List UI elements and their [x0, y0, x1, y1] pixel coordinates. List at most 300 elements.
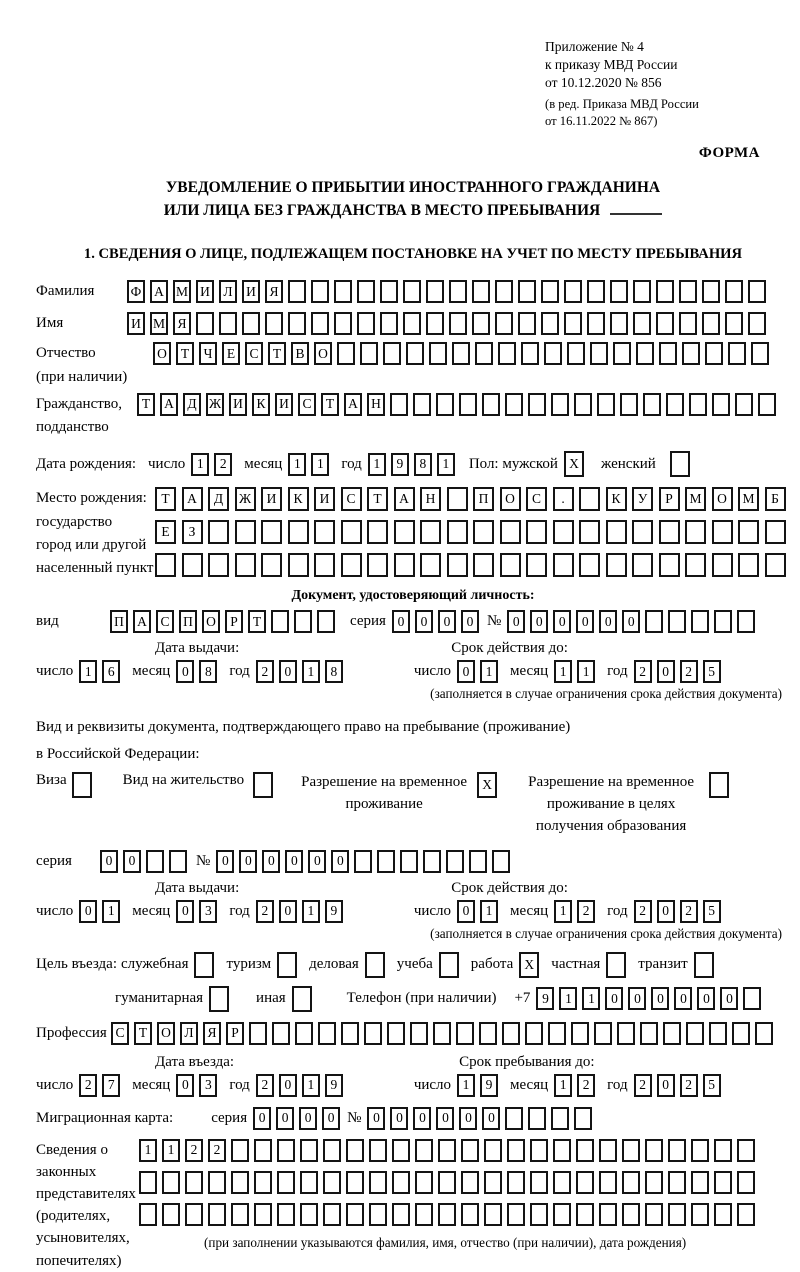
- form-cell[interactable]: [507, 1171, 525, 1194]
- profession-input[interactable]: [111, 1022, 778, 1045]
- form-cell[interactable]: [447, 520, 468, 544]
- stay-year-input[interactable]: [634, 1074, 726, 1097]
- form-cell[interactable]: [473, 520, 494, 544]
- form-cell[interactable]: И: [242, 280, 260, 303]
- form-cell[interactable]: [219, 312, 237, 335]
- form-cell[interactable]: [576, 1171, 594, 1194]
- form-cell[interactable]: [530, 1203, 548, 1226]
- form-cell[interactable]: [659, 553, 680, 577]
- form-cell[interactable]: [288, 312, 306, 335]
- form-cell[interactable]: [231, 1171, 249, 1194]
- sex-male-checkbox[interactable]: [564, 451, 589, 477]
- doc-series-input[interactable]: [392, 610, 484, 633]
- form-cell[interactable]: 1: [577, 660, 595, 683]
- form-cell[interactable]: [659, 520, 680, 544]
- form-cell[interactable]: [346, 1171, 364, 1194]
- form-cell[interactable]: [235, 553, 256, 577]
- form-cell[interactable]: [502, 1022, 520, 1045]
- birth-month-input[interactable]: [288, 453, 334, 476]
- form-cell[interactable]: [383, 342, 401, 365]
- form-cell[interactable]: Л: [219, 280, 237, 303]
- form-cell[interactable]: [387, 1022, 405, 1045]
- form-cell[interactable]: [702, 280, 720, 303]
- form-cell[interactable]: [341, 520, 362, 544]
- form-cell[interactable]: К: [606, 487, 627, 511]
- form-cell[interactable]: 0: [657, 660, 675, 683]
- purpose-tourism-checkbox[interactable]: [277, 952, 302, 978]
- form-cell[interactable]: Н: [420, 487, 441, 511]
- form-cell[interactable]: [438, 1139, 456, 1162]
- form-cell[interactable]: О: [153, 342, 171, 365]
- form-cell[interactable]: [449, 280, 467, 303]
- form-cell[interactable]: [208, 553, 229, 577]
- form-cell[interactable]: 0: [457, 660, 475, 683]
- form-cell[interactable]: [521, 342, 539, 365]
- form-cell[interactable]: [689, 393, 707, 416]
- form-cell[interactable]: 0: [279, 1074, 297, 1097]
- purpose-official-checkbox[interactable]: [194, 952, 219, 978]
- form-cell[interactable]: [456, 1022, 474, 1045]
- birth-day-input[interactable]: [191, 453, 237, 476]
- form-cell[interactable]: [334, 312, 352, 335]
- form-cell[interactable]: 0: [322, 1107, 340, 1130]
- form-cell[interactable]: [139, 1171, 157, 1194]
- form-cell[interactable]: [553, 553, 574, 577]
- form-cell[interactable]: [737, 1203, 755, 1226]
- form-cell[interactable]: 0: [299, 1107, 317, 1130]
- form-cell[interactable]: [72, 772, 92, 798]
- form-cell[interactable]: [551, 393, 569, 416]
- migration-series-input[interactable]: [253, 1107, 345, 1130]
- form-cell[interactable]: [311, 280, 329, 303]
- form-cell[interactable]: Т: [248, 610, 266, 633]
- form-cell[interactable]: О: [202, 610, 220, 633]
- form-cell[interactable]: С: [245, 342, 263, 365]
- form-cell[interactable]: [553, 1171, 571, 1194]
- form-cell[interactable]: М: [738, 487, 759, 511]
- form-cell[interactable]: 1: [559, 987, 577, 1010]
- form-cell[interactable]: [528, 1107, 546, 1130]
- valid-month-input[interactable]: [554, 660, 600, 683]
- form-cell[interactable]: [357, 280, 375, 303]
- form-cell[interactable]: А: [160, 393, 178, 416]
- form-cell[interactable]: [691, 1203, 709, 1226]
- form-cell[interactable]: [415, 1203, 433, 1226]
- form-cell[interactable]: [541, 312, 559, 335]
- form-cell[interactable]: 1: [288, 453, 306, 476]
- form-cell[interactable]: [323, 1203, 341, 1226]
- form-cell[interactable]: [765, 520, 786, 544]
- form-cell[interactable]: 0: [415, 610, 433, 633]
- form-cell[interactable]: М: [173, 280, 191, 303]
- form-cell[interactable]: [686, 1022, 704, 1045]
- temp-residence-edu-checkbox[interactable]: [709, 772, 734, 798]
- form-cell[interactable]: А: [133, 610, 151, 633]
- form-cell[interactable]: [271, 610, 289, 633]
- form-cell[interactable]: [645, 610, 663, 633]
- form-cell[interactable]: И: [229, 393, 247, 416]
- form-cell[interactable]: [369, 1171, 387, 1194]
- form-cell[interactable]: [526, 520, 547, 544]
- form-cell[interactable]: 9: [325, 1074, 343, 1097]
- form-cell[interactable]: [392, 1139, 410, 1162]
- form-cell[interactable]: 9: [391, 453, 409, 476]
- form-cell[interactable]: [182, 553, 203, 577]
- form-cell[interactable]: [633, 280, 651, 303]
- form-cell[interactable]: 0: [459, 1107, 477, 1130]
- form-cell[interactable]: 0: [276, 1107, 294, 1130]
- form-cell[interactable]: [337, 342, 355, 365]
- form-cell[interactable]: [587, 312, 605, 335]
- form-cell[interactable]: [691, 610, 709, 633]
- form-cell[interactable]: [748, 312, 766, 335]
- form-cell[interactable]: [579, 553, 600, 577]
- birthplace-line1-input[interactable]: [155, 487, 791, 511]
- form-cell[interactable]: [622, 1203, 640, 1226]
- form-cell[interactable]: [272, 1022, 290, 1045]
- form-cell[interactable]: [737, 1171, 755, 1194]
- form-cell[interactable]: [360, 342, 378, 365]
- entry-day-input[interactable]: [79, 1074, 125, 1097]
- form-cell[interactable]: [294, 610, 312, 633]
- form-cell[interactable]: 0: [622, 610, 640, 633]
- form-cell[interactable]: 0: [308, 850, 326, 873]
- form-cell[interactable]: Т: [268, 342, 286, 365]
- form-cell[interactable]: [691, 1139, 709, 1162]
- purpose-private-checkbox[interactable]: [606, 952, 631, 978]
- form-cell[interactable]: С: [156, 610, 174, 633]
- form-cell[interactable]: [196, 312, 214, 335]
- form-cell[interactable]: [632, 553, 653, 577]
- birthplace-line3-input[interactable]: [155, 553, 791, 577]
- form-cell[interactable]: [254, 1203, 272, 1226]
- form-cell[interactable]: [311, 312, 329, 335]
- form-cell[interactable]: [346, 1203, 364, 1226]
- form-cell[interactable]: [732, 1022, 750, 1045]
- form-cell[interactable]: Е: [155, 520, 176, 544]
- form-cell[interactable]: А: [182, 487, 203, 511]
- form-cell[interactable]: [685, 553, 706, 577]
- form-cell[interactable]: [682, 342, 700, 365]
- form-cell[interactable]: [587, 280, 605, 303]
- form-cell[interactable]: Т: [137, 393, 155, 416]
- form-cell[interactable]: 0: [599, 610, 617, 633]
- doc-number-input[interactable]: [507, 610, 760, 633]
- form-cell[interactable]: А: [150, 280, 168, 303]
- form-cell[interactable]: [576, 1139, 594, 1162]
- form-cell[interactable]: [300, 1139, 318, 1162]
- form-cell[interactable]: 0: [390, 1107, 408, 1130]
- form-cell[interactable]: [439, 952, 459, 978]
- form-cell[interactable]: 5: [703, 660, 721, 683]
- form-cell[interactable]: [208, 520, 229, 544]
- form-cell[interactable]: [590, 342, 608, 365]
- citizenship-input[interactable]: [137, 393, 781, 416]
- form-cell[interactable]: [518, 312, 536, 335]
- form-cell[interactable]: [438, 1171, 456, 1194]
- form-cell[interactable]: [162, 1171, 180, 1194]
- form-cell[interactable]: [484, 1139, 502, 1162]
- form-cell[interactable]: 9: [480, 1074, 498, 1097]
- form-cell[interactable]: [472, 312, 490, 335]
- form-cell[interactable]: [576, 1203, 594, 1226]
- form-cell[interactable]: У: [632, 487, 653, 511]
- form-cell[interactable]: Р: [226, 1022, 244, 1045]
- form-cell[interactable]: [622, 1171, 640, 1194]
- form-cell[interactable]: [472, 280, 490, 303]
- form-cell[interactable]: Д: [208, 487, 229, 511]
- form-cell[interactable]: [413, 393, 431, 416]
- form-cell[interactable]: [426, 312, 444, 335]
- form-cell[interactable]: [712, 553, 733, 577]
- form-cell[interactable]: [300, 1203, 318, 1226]
- form-cell[interactable]: О: [157, 1022, 175, 1045]
- form-cell[interactable]: Т: [367, 487, 388, 511]
- form-cell[interactable]: [610, 280, 628, 303]
- residence-number-input[interactable]: [216, 850, 515, 873]
- form-cell[interactable]: [606, 952, 626, 978]
- form-cell[interactable]: [751, 342, 769, 365]
- form-cell[interactable]: 0: [176, 660, 194, 683]
- form-cell[interactable]: [755, 1022, 773, 1045]
- form-cell[interactable]: 2: [680, 660, 698, 683]
- form-cell[interactable]: Я: [265, 280, 283, 303]
- form-cell[interactable]: 1: [480, 660, 498, 683]
- form-cell[interactable]: [380, 280, 398, 303]
- form-cell[interactable]: 0: [438, 610, 456, 633]
- form-cell[interactable]: [564, 312, 582, 335]
- form-cell[interactable]: [249, 1022, 267, 1045]
- form-cell[interactable]: [553, 1139, 571, 1162]
- form-cell[interactable]: X: [519, 952, 539, 978]
- form-cell[interactable]: [599, 1203, 617, 1226]
- form-cell[interactable]: [599, 1171, 617, 1194]
- form-cell[interactable]: [254, 1139, 272, 1162]
- form-cell[interactable]: 0: [720, 987, 738, 1010]
- form-cell[interactable]: 2: [256, 1074, 274, 1097]
- form-cell[interactable]: [691, 1171, 709, 1194]
- form-cell[interactable]: [748, 280, 766, 303]
- form-cell[interactable]: Е: [222, 342, 240, 365]
- form-cell[interactable]: 0: [253, 1107, 271, 1130]
- form-cell[interactable]: 0: [123, 850, 141, 873]
- form-cell[interactable]: [632, 520, 653, 544]
- form-cell[interactable]: [606, 553, 627, 577]
- form-cell[interactable]: [323, 1171, 341, 1194]
- form-cell[interactable]: [208, 1171, 226, 1194]
- form-cell[interactable]: [420, 553, 441, 577]
- form-cell[interactable]: 0: [79, 900, 97, 923]
- form-cell[interactable]: 0: [553, 610, 571, 633]
- form-cell[interactable]: [567, 342, 585, 365]
- form-cell[interactable]: [314, 553, 335, 577]
- form-cell[interactable]: [636, 342, 654, 365]
- form-cell[interactable]: [725, 280, 743, 303]
- form-cell[interactable]: [620, 393, 638, 416]
- birth-year-input[interactable]: [368, 453, 460, 476]
- form-cell[interactable]: 1: [437, 453, 455, 476]
- form-cell[interactable]: 1: [480, 900, 498, 923]
- form-cell[interactable]: [668, 1203, 686, 1226]
- birthplace-line2-input[interactable]: [155, 520, 791, 544]
- form-cell[interactable]: 3: [199, 1074, 217, 1097]
- form-cell[interactable]: 1: [457, 1074, 475, 1097]
- form-cell[interactable]: [528, 393, 546, 416]
- form-cell[interactable]: Д: [183, 393, 201, 416]
- form-cell[interactable]: 1: [582, 987, 600, 1010]
- form-cell[interactable]: [735, 393, 753, 416]
- valid-day-input[interactable]: [457, 660, 503, 683]
- form-cell[interactable]: [390, 393, 408, 416]
- purpose-humanitarian-checkbox[interactable]: [209, 986, 234, 1012]
- form-cell[interactable]: [253, 772, 273, 798]
- form-cell[interactable]: [574, 1107, 592, 1130]
- form-cell[interactable]: [709, 772, 729, 798]
- form-cell[interactable]: 1: [139, 1139, 157, 1162]
- form-cell[interactable]: [146, 850, 164, 873]
- form-cell[interactable]: [679, 280, 697, 303]
- form-cell[interactable]: [369, 1139, 387, 1162]
- form-cell[interactable]: 7: [102, 1074, 120, 1097]
- form-cell[interactable]: [738, 553, 759, 577]
- stay-day-input[interactable]: [457, 1074, 503, 1097]
- form-cell[interactable]: [666, 393, 684, 416]
- form-cell[interactable]: И: [127, 312, 145, 335]
- form-cell[interactable]: [185, 1203, 203, 1226]
- form-cell[interactable]: [574, 393, 592, 416]
- form-cell[interactable]: [645, 1171, 663, 1194]
- form-cell[interactable]: 0: [436, 1107, 454, 1130]
- form-cell[interactable]: 5: [703, 1074, 721, 1097]
- form-cell[interactable]: П: [110, 610, 128, 633]
- form-cell[interactable]: [449, 312, 467, 335]
- purpose-transit-checkbox[interactable]: [694, 952, 719, 978]
- form-cell[interactable]: [423, 850, 441, 873]
- form-cell[interactable]: [277, 1203, 295, 1226]
- form-cell[interactable]: [597, 393, 615, 416]
- form-cell[interactable]: [265, 312, 283, 335]
- form-cell[interactable]: [498, 342, 516, 365]
- form-cell[interactable]: 1: [554, 660, 572, 683]
- form-cell[interactable]: [553, 520, 574, 544]
- form-cell[interactable]: [507, 1203, 525, 1226]
- form-cell[interactable]: [475, 342, 493, 365]
- form-cell[interactable]: [645, 1203, 663, 1226]
- form-cell[interactable]: [242, 312, 260, 335]
- form-cell[interactable]: [492, 850, 510, 873]
- form-cell[interactable]: Ч: [199, 342, 217, 365]
- form-cell[interactable]: [702, 312, 720, 335]
- form-cell[interactable]: 1: [162, 1139, 180, 1162]
- form-cell[interactable]: [694, 952, 714, 978]
- form-cell[interactable]: [643, 393, 661, 416]
- form-cell[interactable]: 9: [325, 900, 343, 923]
- form-cell[interactable]: [446, 850, 464, 873]
- form-cell[interactable]: [544, 342, 562, 365]
- form-cell[interactable]: [507, 1139, 525, 1162]
- form-cell[interactable]: [288, 553, 309, 577]
- form-cell[interactable]: М: [150, 312, 168, 335]
- form-cell[interactable]: [410, 1022, 428, 1045]
- form-cell[interactable]: [479, 1022, 497, 1045]
- form-cell[interactable]: П: [473, 487, 494, 511]
- form-cell[interactable]: 0: [530, 610, 548, 633]
- form-cell[interactable]: [277, 952, 297, 978]
- form-cell[interactable]: 0: [279, 660, 297, 683]
- form-cell[interactable]: 0: [657, 1074, 675, 1097]
- form-cell[interactable]: Т: [155, 487, 176, 511]
- form-cell[interactable]: [526, 553, 547, 577]
- form-cell[interactable]: [169, 850, 187, 873]
- form-cell[interactable]: [663, 1022, 681, 1045]
- form-cell[interactable]: 1: [311, 453, 329, 476]
- form-cell[interactable]: [162, 1203, 180, 1226]
- form-cell[interactable]: [564, 280, 582, 303]
- form-cell[interactable]: [452, 342, 470, 365]
- form-cell[interactable]: 0: [216, 850, 234, 873]
- form-cell[interactable]: [365, 952, 385, 978]
- form-cell[interactable]: [277, 1139, 295, 1162]
- phone-input[interactable]: [536, 987, 766, 1010]
- form-cell[interactable]: [500, 520, 521, 544]
- form-cell[interactable]: 2: [79, 1074, 97, 1097]
- form-cell[interactable]: [461, 1171, 479, 1194]
- form-cell[interactable]: .: [553, 487, 574, 511]
- form-cell[interactable]: Р: [659, 487, 680, 511]
- form-cell[interactable]: 2: [256, 660, 274, 683]
- form-cell[interactable]: [420, 520, 441, 544]
- form-cell[interactable]: [254, 1171, 272, 1194]
- issue-month-input[interactable]: [176, 660, 222, 683]
- form-cell[interactable]: 1: [368, 453, 386, 476]
- residence-series-input[interactable]: [100, 850, 192, 873]
- form-cell[interactable]: 8: [325, 660, 343, 683]
- form-cell[interactable]: [415, 1139, 433, 1162]
- form-cell[interactable]: З: [182, 520, 203, 544]
- form-cell[interactable]: [530, 1171, 548, 1194]
- form-cell[interactable]: [139, 1203, 157, 1226]
- form-cell[interactable]: 0: [461, 610, 479, 633]
- form-cell[interactable]: 9: [536, 987, 554, 1010]
- residence-valid-year-input[interactable]: [634, 900, 726, 923]
- form-cell[interactable]: [392, 1203, 410, 1226]
- form-cell[interactable]: 2: [634, 660, 652, 683]
- form-cell[interactable]: 0: [413, 1107, 431, 1130]
- form-cell[interactable]: [548, 1022, 566, 1045]
- form-cell[interactable]: Я: [203, 1022, 221, 1045]
- form-cell[interactable]: [429, 342, 447, 365]
- form-cell[interactable]: [346, 1139, 364, 1162]
- form-cell[interactable]: 3: [199, 900, 217, 923]
- form-cell[interactable]: [415, 1171, 433, 1194]
- form-cell[interactable]: С: [341, 487, 362, 511]
- residence-issue-day-input[interactable]: [79, 900, 125, 923]
- form-cell[interactable]: [436, 393, 454, 416]
- residence-permit-checkbox[interactable]: [253, 772, 278, 798]
- form-cell[interactable]: [579, 487, 600, 511]
- form-cell[interactable]: О: [314, 342, 332, 365]
- form-cell[interactable]: 8: [414, 453, 432, 476]
- form-cell[interactable]: [367, 520, 388, 544]
- form-cell[interactable]: [314, 520, 335, 544]
- residence-issue-year-input[interactable]: [256, 900, 348, 923]
- form-cell[interactable]: [438, 1203, 456, 1226]
- temp-residence-checkbox[interactable]: [477, 772, 502, 798]
- entry-year-input[interactable]: [256, 1074, 348, 1097]
- form-cell[interactable]: [459, 393, 477, 416]
- form-cell[interactable]: [469, 850, 487, 873]
- purpose-other-checkbox[interactable]: [292, 986, 317, 1012]
